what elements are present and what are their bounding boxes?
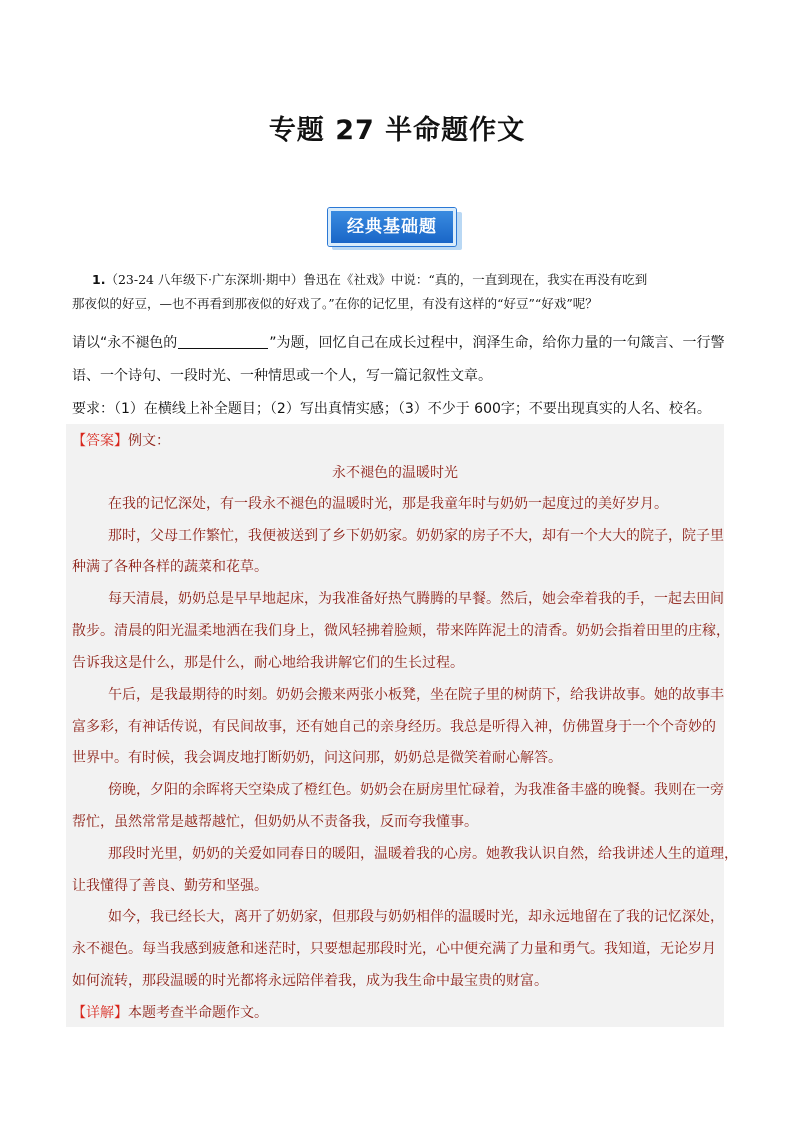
prompt-part-b: ”为题，回忆自己在成长过程中，润泽生命，给你力量的一句箴言、一行警 [269, 335, 725, 351]
essay-line: 每天清晨，奶奶总是早早地起床，为我准备好热气腾腾的早餐。然后，她会牵着我的手，一起去田间 [108, 591, 724, 607]
essay-line: 那时，父母工作繁忙，我便被送到了乡下奶奶家。奶奶家的房子不大，却有一个大大的院子，院子里 [108, 528, 724, 544]
essay-line: 午后，是我最期待的时刻。奶奶会搬来两张小板凳，坐在院子里的树荫下，给我讲故事。她的故事丰 [108, 687, 724, 703]
essay-line: 傍晚，夕阳的余晖将天空染成了橙红色。奶奶会在厨房里忙碌着，为我准备丰盛的晚餐。我则在一旁 [108, 782, 724, 798]
prompt-block [72, 327, 724, 426]
detail-tag: 【详解】 [72, 1005, 128, 1021]
answer-box [66, 424, 738, 1027]
detail-text: 本题考查半命题作文。 [128, 1005, 268, 1021]
question-block [72, 268, 724, 316]
page-title: 专题 27 半命题作文 [268, 115, 526, 146]
section-badge [326, 206, 468, 256]
essay-line: 富多彩，有神话传说，有民间故事，还有她自己的亲身经历。我总是听得入神，仿佛置身于一个个奇妙的 [72, 719, 716, 735]
question-number: 1. [92, 272, 106, 287]
essay-line: 世界中。有时候，我会调皮地打断奶奶，问这问那，奶奶总是微笑着耐心解答。 [72, 750, 562, 766]
essay-line: 那段时光里，奶奶的关爱如同春日的暖阳，温暖着我的心房。她教我认识自然，给我讲述人生的道理， [108, 846, 738, 862]
essay-line: 帮忙，虽然常常是越帮越忙，但奶奶从不责备我，反而夸我懂事。 [72, 814, 478, 830]
title-blank [178, 334, 268, 349]
requirements-line: 要求：（1）在横线上补全题目；（2）写出真情实感；（3）不少于 600字；不要出现真实的人名、校名。 [72, 401, 711, 417]
question-line-1 [72, 268, 724, 292]
essay-line: 如今，我已经长大，离开了奶奶家，但那段与奶奶相伴的温暖时光，却永远地留在了我的记忆深处， [108, 909, 724, 925]
essay-title: 永不褪色的温暖时光 [332, 465, 458, 481]
essay-line: 让我懂得了善良、勤劳和坚强。 [72, 878, 268, 894]
prompt-line-1 [72, 327, 724, 360]
answer-header [72, 430, 170, 450]
prompt-part-a: 请以“永不褪色的 [72, 335, 178, 351]
essay-line: 种满了各种各样的蔬菜和花草。 [72, 559, 268, 575]
question-source-text: （23-24 八年级下·广东深圳·期中）鲁迅在《社戏》中说：“真的，一直到现在，我实在再没有吃到 [105, 272, 648, 287]
essay-line: 如何流转，那段温暖的时光都将永远陪伴着我，成为我生命中最宝贵的财富。 [72, 973, 548, 989]
answer-label: 例文： [128, 433, 170, 449]
answer-tag: 【答案】 [72, 433, 128, 449]
badge-label: 经典基础题 [328, 208, 456, 246]
essay-line: 散步。清晨的阳光温柔地洒在我们身上，微风轻拂着脸颊，带来阵阵泥土的清香。奶奶会指着田里的庄稼， [72, 623, 730, 639]
essay-line: 永不褪色。每当我感到疲惫和迷茫时，只要想起那段时光，心中便充满了力量和勇气。我知道，无论岁月 [72, 941, 716, 957]
prompt-line-2: 语、一个诗句、一段时光、一种情思或一个人，写一篇记叙性文章。 [72, 368, 492, 384]
essay-line: 告诉我这是什么，那是什么，耐心地给我讲解它们的生长过程。 [72, 655, 464, 671]
detail-line [72, 1002, 268, 1022]
question-line-2: 那夜似的好豆，—也不再看到那夜似的好戏了。”在你的记忆里，有没有这样的“好豆”“好戏”呢？ [72, 296, 598, 311]
essay-line: 在我的记忆深处，有一段永不褪色的温暖时光，那是我童年时与奶奶一起度过的美好岁月。 [108, 496, 668, 512]
